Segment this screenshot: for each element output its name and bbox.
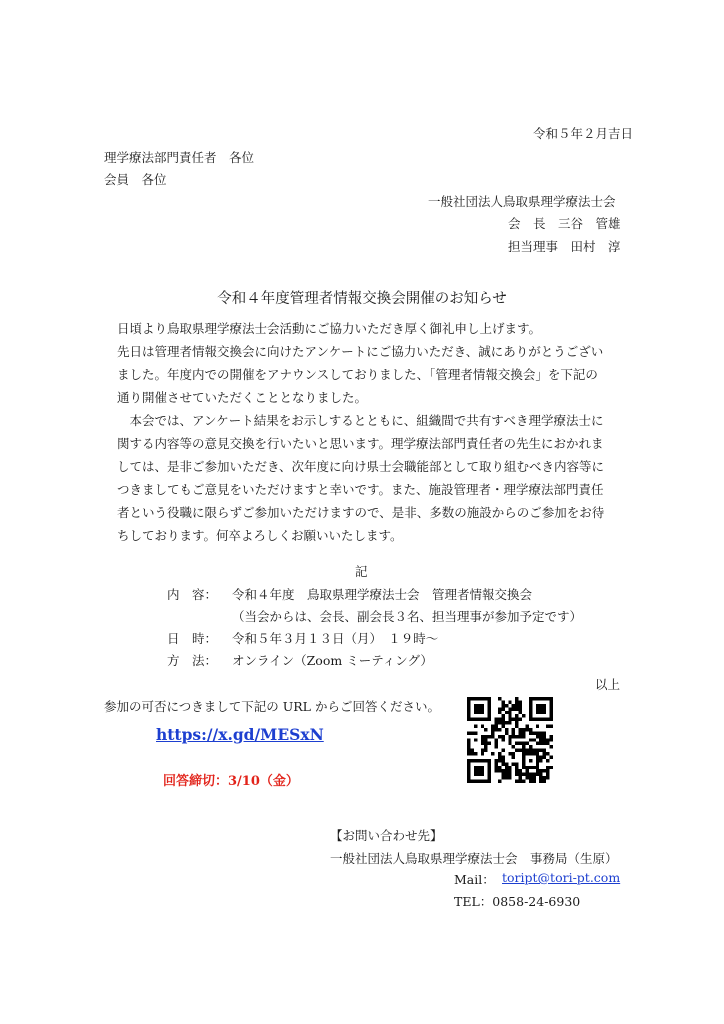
body-line: 関する内容等の意見交換を行いたいと思います。理学療法部門責任者の先生におかれま bbox=[117, 436, 604, 451]
body-line: 日頃より鳥取県理学療法士会活動にご協力いただき厚く御礼申し上げます。 bbox=[117, 321, 542, 336]
contact-tel: TEL：0858-24-6930 bbox=[454, 894, 581, 909]
qr-code-icon[interactable] bbox=[467, 697, 553, 783]
body-line: 通り開催させていただくこととなりました。 bbox=[117, 390, 368, 405]
detail-content-label: 内 容： bbox=[167, 587, 218, 602]
response-url-link[interactable]: https://x.gd/MESxN bbox=[156, 725, 324, 744]
sender-organization: 一般社団法人鳥取県理学療法士会 bbox=[428, 194, 616, 209]
body-line: ちしております。何卒よろしくお願いいたします。 bbox=[117, 528, 403, 543]
contact-mail-link[interactable]: toript@tori-pt.com bbox=[502, 870, 621, 885]
recipient-members: 会員 各位 bbox=[104, 172, 167, 187]
detail-date-label: 日 時： bbox=[167, 631, 218, 646]
sender-president: 会 長 三谷 管雄 bbox=[508, 216, 621, 231]
detail-date-value: 令和５年３月１３日（月） １９時～ bbox=[232, 631, 439, 646]
body-line: つきましてもご意見をいただけますと幸いです。また、施設管理者・理学療法部門責任 bbox=[117, 482, 604, 497]
detail-content-note: （当会からは、会長、副会長３名、担当理事が参加予定です） bbox=[232, 609, 583, 624]
recipient-managers: 理学療法部門責任者 各位 bbox=[104, 150, 255, 165]
page-title: 令和４年度管理者情報交換会開催のお知らせ bbox=[217, 291, 507, 307]
response-deadline: 回答締切：3/10（金） bbox=[163, 774, 299, 789]
ijo-marker: 以上 bbox=[595, 677, 621, 692]
detail-method-value: オンライン（Zoom ミーティング） bbox=[232, 653, 433, 668]
contact-mail-label: Mail： bbox=[454, 872, 495, 887]
body-line: 本会では、アンケート結果をお示しするとともに、組織間で共有すべき理学療法士に bbox=[117, 413, 604, 428]
ki-marker: 記 bbox=[355, 564, 368, 579]
participation-instruction: 参加の可否につきまして下記の URL からご回答ください。 bbox=[104, 699, 440, 714]
body-line: しては、是非ご参加いただき、次年度に向け県士会職能部として取り組むべき内容等に bbox=[117, 459, 605, 474]
contact-organization: 一般社団法人鳥取県理学療法士会 事務局（生原） bbox=[330, 851, 618, 866]
contact-heading: 【お問い合わせ先】 bbox=[330, 828, 443, 843]
detail-method-label: 方 法： bbox=[167, 653, 218, 668]
document-date: 令和５年２月吉日 bbox=[533, 126, 634, 141]
detail-content-value: 令和４年度 鳥取県理学療法士会 管理者情報交換会 bbox=[232, 587, 533, 602]
body-line: 者という役職に限らずご参加いただけますので、是非、多数の施設からのご参加をお待 bbox=[117, 505, 605, 520]
sender-director: 担当理事 田村 淳 bbox=[508, 239, 621, 254]
body-line: 先日は管理者情報交換会に向けたアンケートにご協力いただき、誠にありがとうござい bbox=[117, 344, 604, 359]
body-line: ました。年度内での開催をアナウンスしておりました、「管理者情報交換会」を下記の bbox=[117, 367, 598, 382]
